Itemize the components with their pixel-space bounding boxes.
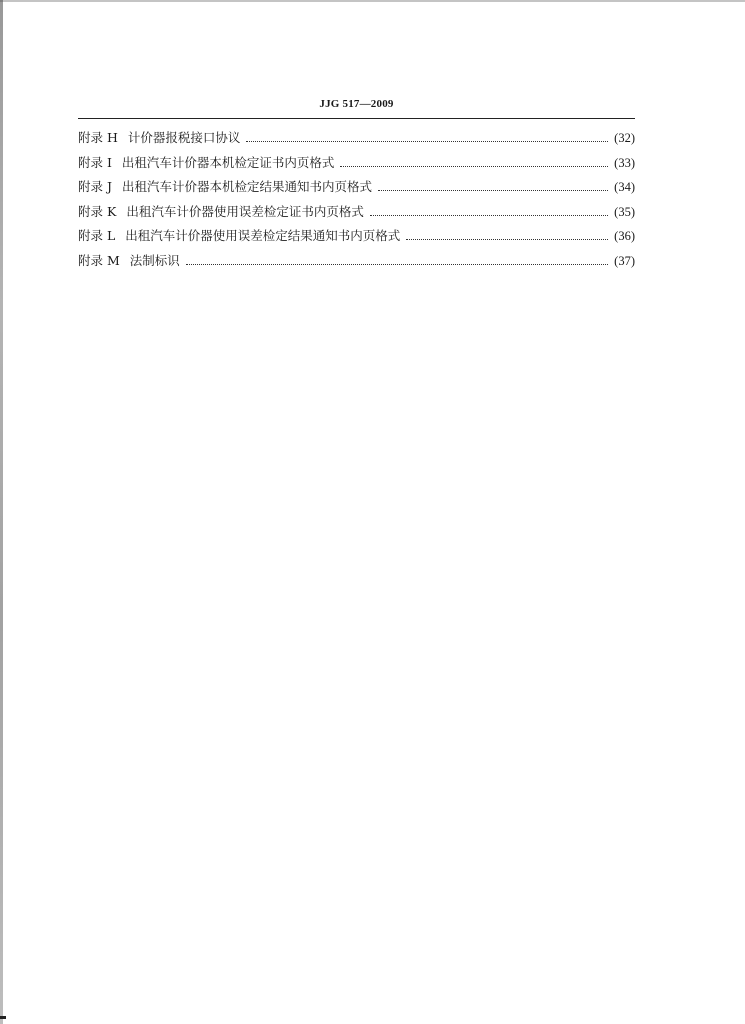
table-of-contents [78,128,635,275]
toc-entry-label: 附录 M [78,252,120,268]
toc-entry-i [78,153,635,178]
toc-dot-leader [406,239,608,240]
page-header [78,98,635,119]
scan-top-edge [0,0,745,2]
toc-entry-page: (32) [614,131,635,145]
toc-entry-title: 计价器报税接口协议 [127,130,241,145]
toc-entry-title: 出租汽车计价器使用误差检定证书内页格式 [126,203,364,219]
toc-entry-label: 附录 I [78,154,112,170]
toc-entry-m [78,251,635,276]
toc-entry-label: 附录 H [78,130,118,145]
toc-entry-title: 出租汽车计价器使用误差检定结果通知书内页格式 [125,228,401,243]
toc-entry-page: (37) [614,253,635,268]
toc-dot-leader [378,190,608,191]
toc-dot-leader [246,141,608,142]
scan-bottom-mark [0,1016,6,1019]
toc-dot-leader [186,264,608,265]
toc-entry-l [78,226,635,251]
toc-entry-title: 出租汽车计价器本机检定证书内页格式 [121,154,335,170]
toc-entry-k [78,202,635,227]
toc-entry-label: 附录 J [78,179,112,194]
toc-entry-title: 法制标识 [129,252,180,268]
toc-entry-title: 出租汽车计价器本机检定结果通知书内页格式 [122,179,373,194]
toc-dot-leader [370,215,608,216]
toc-entry-page: (33) [614,155,635,170]
toc-entry-page: (36) [614,229,635,243]
toc-dot-leader [340,166,608,167]
standard-code: JJG 517—2009 [319,98,394,110]
scan-left-edge [0,0,3,1024]
toc-entry-h [78,128,635,153]
toc-entry-j [78,177,635,202]
toc-entry-page: (35) [614,204,635,219]
toc-entry-label: 附录 L [78,228,116,243]
toc-entry-page: (34) [614,180,635,194]
toc-entry-label: 附录 K [78,203,117,219]
